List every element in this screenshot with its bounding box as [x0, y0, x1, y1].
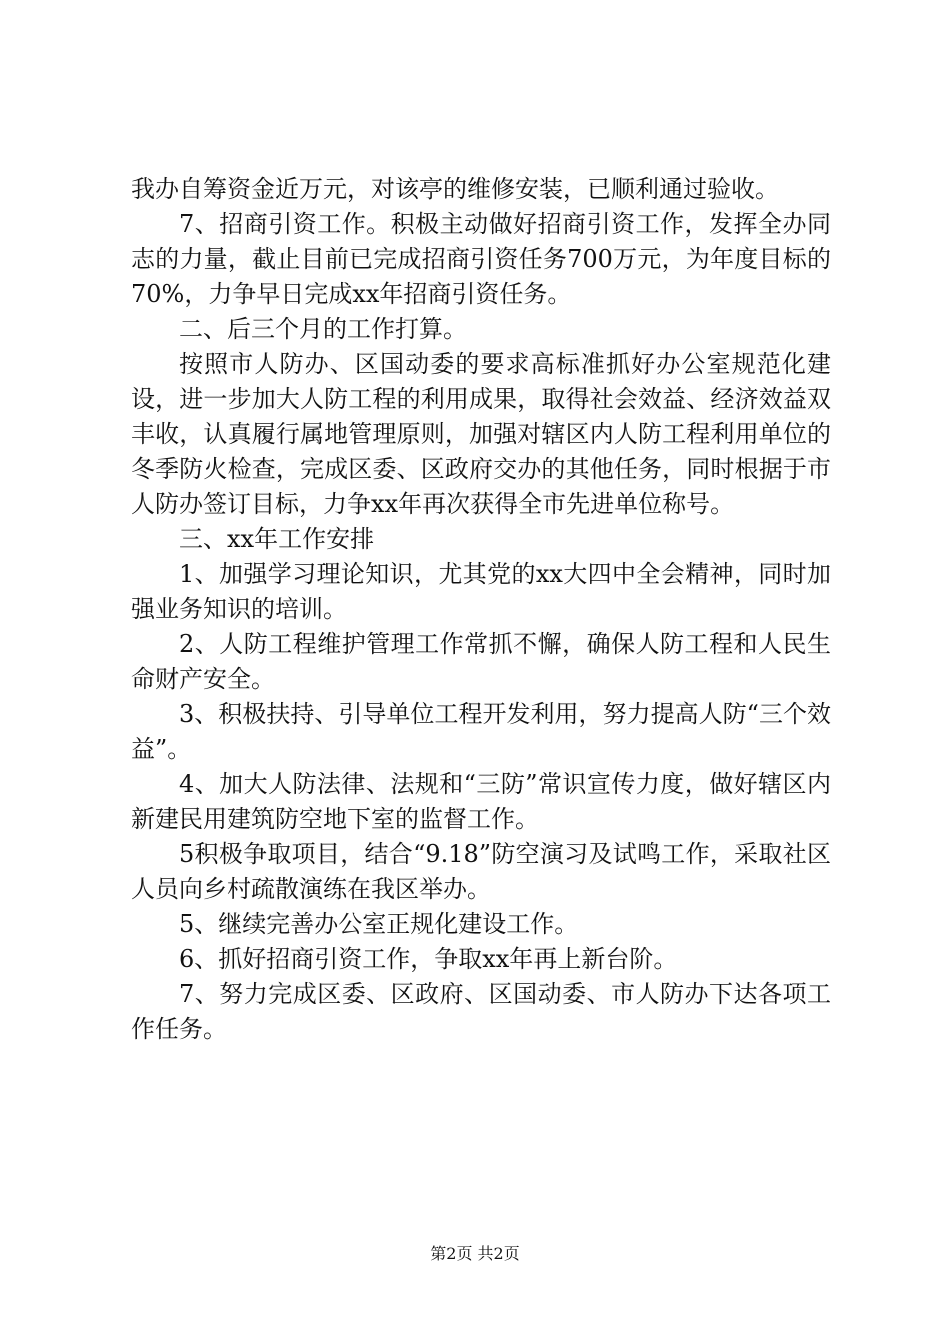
paragraph-continuation: 我办自筹资金近万元，对该亭的维修安装，已顺利通过验收。 — [131, 175, 779, 203]
document-body — [131, 172, 831, 1047]
list-item-5b: 5、继续完善办公室正规化建设工作。 — [179, 910, 579, 938]
section-heading-three: 三、xx年工作安排 — [179, 525, 375, 553]
list-item-3: 3、积极扶持、引导单位工程开发利用，努力提高人防“三个效益”。 — [131, 700, 831, 763]
paragraph-item-7-investment: 7、招商引资工作。积极主动做好招商引资工作，发挥全办同志的力量，截止目前已完成招商引资任务700万元，为年度目标的70%，力争早日完成xx年招商引资任务。 — [131, 210, 831, 308]
list-item-1: 1、加强学习理论知识，尤其党的xx大四中全会精神，同时加强业务知识的培训。 — [131, 560, 831, 623]
list-item-7: 7、努力完成区委、区政府、区国动委、市人防办下达各项工作任务。 — [131, 980, 831, 1043]
list-item-5a: 5积极争取项目，结合“9.18”防空演习及试鸣工作，采取社区人员向乡村疏散演练在我区举办。 — [131, 840, 831, 903]
list-item-6: 6、抓好招商引资工作，争取xx年再上新台阶。 — [179, 945, 678, 973]
paragraph-plan: 按照市人防办、区国动委的要求高标准抓好办公室规范化建设，进一步加大人防工程的利用成果，取得社会效益、经济效益双丰收，认真履行属地管理原则，加强对辖区内人防工程利用单位的冬季防火检查，完成区委、区政府交办的其他任务，同时根据于市人防办签订目标，力争xx年再次获得全市先进单位称号。 — [131, 350, 831, 518]
list-item-2: 2、人防工程维护管理工作常抓不懈，确保人防工程和人民生命财产安全。 — [131, 630, 831, 693]
list-item-4: 4、加大人防法律、法规和“三防”常识宣传力度，做好辖区内新建民用建筑防空地下室的监督工作。 — [131, 770, 831, 833]
section-heading-two: 二、后三个月的工作打算。 — [179, 315, 467, 343]
page-footer: 第2页 共2页 — [430, 1244, 520, 1263]
